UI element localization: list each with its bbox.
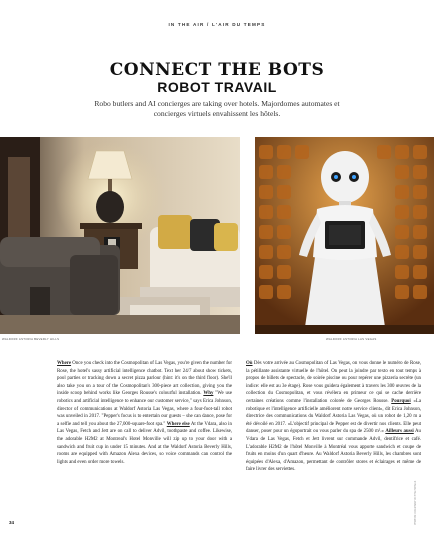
photo-caption-right: WALDORF ASTORIA LAS VEGAS [326,337,377,341]
section-label-pourquoi: Pourquoi [391,398,411,404]
photo-credit: PHOTOS: COURTESY OF THE HOTELS [414,480,417,525]
article-subtitle: ROBOT TRAVAIL [157,79,277,95]
section-label-where: Where [57,361,72,366]
page-number: 34 [9,520,15,525]
paragraph-pourquoi: «La robotique et l'intelligence artificielle améliorent notre service client», dit Erica Johnson, directrice des communications du Waldorf Astoria Las Vegas, où un robot de 1,20 m a été dévoilé en 2017. «L'objectif principal de Pepper est de divertir nos clients. Elle peut danser, poser pour un égoportrait ou vous parler du spa de 2500 m².» [246,398,421,435]
section-kicker: IN THE AIR / L'AIR DU TEMPS [168,22,266,27]
paragraph-ou: Dès votre arrivée au Cosmopolitan of Las Vegas, on vous donne le numéro de Rose, la pétillante assistante virtuelle de l'hôtel. On peut la joindre par texto en tout temps à propos de billets de spectacle, de soirée piscine ou pour repérer une pizzeria secrète (un indice: elle est au 3e étage). Rose vous guidera également à travers les 300 œuvres de la collection du Cosmopolitan, et vous révélera en primeur ce qui se cache derrière certaines créations comme l'installation colorée de Georges Rousse. [246,361,421,404]
section-label-why: Why [203,391,214,397]
hotel-room-photo [0,137,240,334]
section-label-ailleurs: Ailleurs aussi [385,429,414,435]
article-title: CONNECT THE BOTS [109,60,325,80]
paragraph-where-else: At the Vdara, also in Las Vegas, Fetch and Jett are on call to deliver Advil, toothpaste and coffee. Likewise, the adorable H2M2 at Montreal's Hotel Monville will zip up to your door with a sandwich and fruit cup in under 15 minutes. And at the Waldorf Astoria Beverly Hills, rooms are equipped with Amazon Alexa devices, so voice commands can control the lights and even order more towels. [57,421,232,465]
paragraph-why: "We use robotics and artificial intelligence to enhance our customer service," says Erica Johnson, director of communications at Waldorf Astoria Las Vegas, where a four-foot-tall robot was unveiled in 2017. "Pepper's focus is to entertain our guests – she can dance, pose for a selfie and tell you about the 27,000-square-foot spa." [57,391,232,427]
article-deck: Robo butlers and AI concierges are taking over hotels. Majordomes automates et concierges virtuels envahissent les hôtels. [94,99,340,118]
paragraph-where: Once you check into the Cosmopolitan of Las Vegas, you're given the number for Rose, the hotel's sassy artificial intelligence chatbot. Text her 24/7 about show tickets, pool parties or tracking down a secret pizza parlour (hint: it's on the third floor). She'll also take you on a tour of the Cosmopolitan's 300-piece art collection, giving you the inside scoop behind works like Georges Rousse's colourful installation. [57,361,232,397]
section-label-where-else: Where else [166,421,190,427]
article-body-french [246,360,421,474]
article-body-english [57,360,232,466]
pepper-robot-photo [255,137,434,334]
paragraph-ailleurs: Au Vdara de Las Vegas, Fetch et Jett livrent sur commande Advil, dentifrice et café. L'adorable H2M2 de l'hôtel Monville à Montréal vous apporte sandwich et coupe de fruits en moins d'un quart d'heure. Au Waldorf Astoria Beverly Hills, les chambres sont équipées d'Alexa, d'Amazon, permettant de contrôler stores et éclairages et même de faire livrer des serviettes. [246,429,421,473]
photo-caption-left: WALDORF ASTORIA BEVERLY HILLS [2,337,60,341]
section-label-ou: Où [246,361,253,366]
